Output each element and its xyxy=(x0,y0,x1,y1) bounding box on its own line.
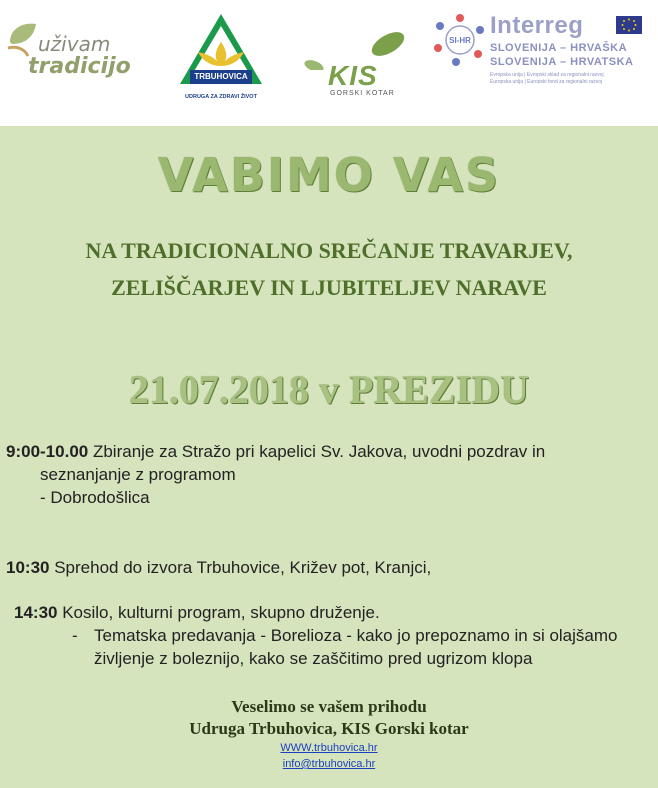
interreg-logo xyxy=(432,12,648,92)
trbuhovica-logo-sub: UDRUGA ZA ZDRAVI ŽIVOT xyxy=(185,94,257,100)
kis-logo xyxy=(300,30,410,100)
program-text-1a: Zbiranje za Stražo pri kapelici Sv. Jakova, uvodni pozdrav in xyxy=(88,442,546,461)
kis-logo-name: KIS xyxy=(328,60,378,91)
program-bullet-text-3: Tematska predavanja - Borelioza - kako jo prepoznamo in si olajšamo življenje z boleznijo, kako se zaščitimo pred ugrizom klopa xyxy=(94,626,618,668)
uzivam-logo-line1: uživam xyxy=(38,32,111,56)
program-time-2: 10:30 xyxy=(6,558,50,577)
interreg-line2: SLOVENIJA – HRVATSKA xyxy=(490,56,634,68)
program-bullet-3 xyxy=(14,624,638,670)
website-link[interactable]: WWW.trbuhovica.hr xyxy=(280,742,378,754)
program-text-3: Kosilo, kulturni program, skupno druženje. xyxy=(57,603,380,622)
email-link[interactable]: info@trbuhovica.hr xyxy=(282,758,376,770)
invitation-subtitle xyxy=(0,232,658,306)
event-date: 21.07.2018 v PREZIDU xyxy=(128,367,530,412)
interreg-network-icon xyxy=(432,12,488,68)
closing-line-2: Udruga Trbuhovica, KIS Gorski kotar xyxy=(189,719,469,738)
subtitle-line1: NA TRADICIONALNO SREČANJE TRAVARJEV, xyxy=(85,238,573,263)
uzivam-logo-line2: tradicijo xyxy=(28,54,131,79)
interreg-fine1: Evropska unija | Evropski sklad za regionalni razvoj xyxy=(490,72,604,78)
program-time-1: 9:00-10.00 xyxy=(6,442,89,461)
subtitle-line2: ZELIŠČARJEV IN LJUBITELJEV NARAVE xyxy=(111,275,547,300)
trbuhovica-logo-name: TRBUHOVICA xyxy=(194,72,248,81)
program-text-2: Sprehod do izvora Trbuhovice, Križev pot, Kranjci, xyxy=(49,558,432,577)
closing-line-1: Veselimo se vašem prihodu xyxy=(231,697,427,716)
uzivam-tradicijo-logo xyxy=(6,14,131,84)
eu-flag-icon xyxy=(616,16,642,34)
kis-logo-sub: GORSKI KOTAR xyxy=(330,90,395,97)
logo-header xyxy=(0,0,658,126)
invitation-title: VABIMO VAS xyxy=(157,148,501,202)
program-item-2 xyxy=(6,556,638,579)
bullet-dash: - xyxy=(72,626,78,645)
trbuhovica-logo xyxy=(178,12,264,104)
interreg-brand: Interreg xyxy=(490,12,584,39)
interreg-line1: SLOVENIJA – HRVAŠKA xyxy=(490,42,628,54)
program-text-1b: seznanjanje z programom xyxy=(40,465,236,484)
program-item-3 xyxy=(14,601,638,670)
program-time-3: 14:30 xyxy=(14,603,58,622)
program-text-1c: - Dobrodošlica xyxy=(40,488,150,507)
program-item-1 xyxy=(6,440,638,509)
interreg-badge: SI-HR xyxy=(449,36,471,45)
interreg-fine2: Europska unija | Europski fond za regionalni razvoj xyxy=(490,79,603,85)
